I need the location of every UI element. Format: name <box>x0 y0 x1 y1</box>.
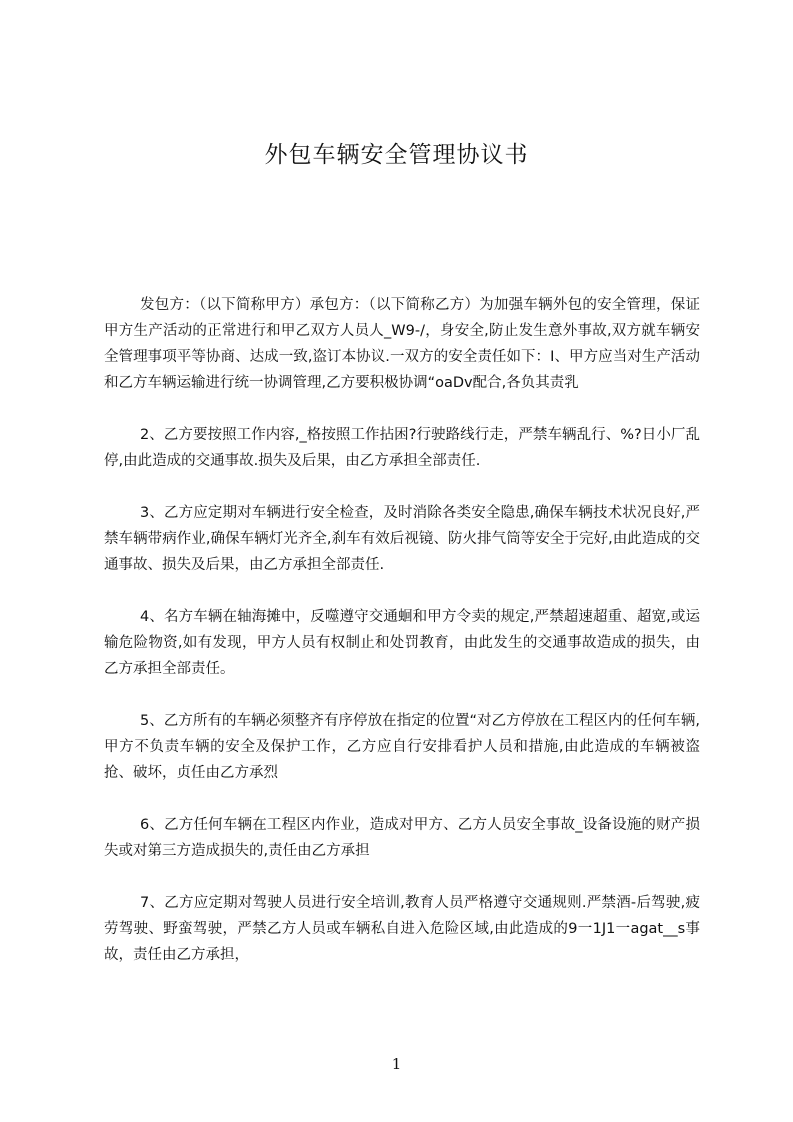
paragraph-clause-4: 4、名方车辆在轴海摊中，反噬遵守交通蛔和甲方令卖的规定,严禁超速超重、超宽,或运输危险物资,如有发现，甲方人员有权制止和处罚教育，由此发生的交通事故造成的损失，由乙方承担全部责任。 <box>104 609 700 677</box>
paragraph-clause-6: 6、乙方任何车辆在工程区内作业，造成对甲方、乙方人员安全事故_设备设施的财产损失或对第三方造成损失的,责任由乙方承担 <box>104 817 700 859</box>
paragraph-clause-3: 3、乙方应定期对车辆进行安全检查，及时消除各类安全隐患,确保车辆技术状况良好,严禁车辆带病作业,确保车辆灯光齐全,刹车有效后视镜、防火排气筒等安全于完好,由此造成的交通事故、损失及后果，由乙方承担全部责任. <box>104 505 700 573</box>
page-number: 1 <box>391 1055 402 1073</box>
document-body <box>104 292 700 968</box>
paragraph-clause-2: 2、乙方要按照工作内容,_格按照工作拈困?行驶路线行走，严禁车辆乱行、%?日小厂乱停,由此造成的交通事故.损失及后果，由乙方承担全部责任. <box>104 427 700 469</box>
paragraph-clause-7: 7、乙方应定期对驾驶人员进行安全培训,教育人员严格遵守交通规则.严禁酒-后驾驶,疲劳驾驶、野蛮驾驶，严禁乙方人员或车辆私自进入危险区域,由此造成的9一1J1一agat__s事故，责任由乙方承担， <box>104 895 700 963</box>
document-title: 外包车辆安全管理协议书 <box>264 142 529 168</box>
paragraph-clause-5: 5、乙方所有的车辆必须整齐有序停放在指定的位置“对乙方停放在工程区内的任何车辆,甲方不负责车辆的安全及保护工作，乙方应自行安排看护人员和措施,由此造成的车辆被盗抢、破坏，贞任由乙方承烈 <box>104 713 700 781</box>
paragraph-intro: 发包方：（以下简称甲方）承包方：（以下简称乙方）为加强车辆外包的安全管理，保证甲方生产活动的正常进行和甲乙双方人员人_W9-/，身安全,防止发生意外事故,双方就车辆安全管理事项平等协商、达成一致,盗订本协议.一双方的安全责任如下：I、甲方应当对生产活动和乙方车辆运输进行统一协调管理,乙方要积极协调“oaDv配合,各负其责乳 <box>104 297 700 391</box>
